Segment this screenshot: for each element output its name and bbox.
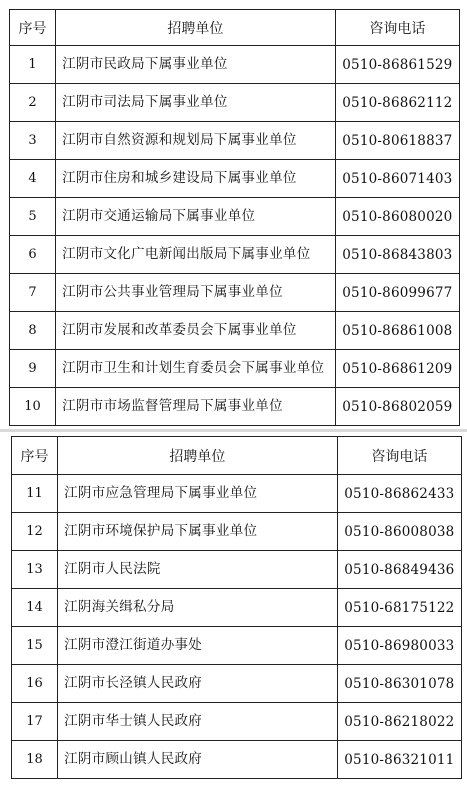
table-body: [12, 475, 462, 779]
unit-cell: 江阴市华士镇人民政府: [58, 703, 338, 741]
table-row: [12, 627, 462, 665]
table-row: [10, 236, 460, 274]
seq-cell: 7: [10, 274, 56, 312]
unit-cell: 江阴市卫生和计划生育委员会下属事业单位: [56, 350, 336, 388]
seq-cell: 10: [10, 388, 56, 426]
table-row: [12, 475, 462, 513]
recruitment-table-part-2: [11, 436, 462, 779]
table-row: [10, 388, 460, 426]
phone-cell: 0510-68175122: [337, 589, 461, 627]
table-row: [10, 84, 460, 122]
phone-cell: 0510-86099677: [335, 274, 459, 312]
seq-cell: 17: [12, 703, 58, 741]
unit-cell: 江阴市公共事业管理局下属事业单位: [56, 274, 336, 312]
phone-cell: 0510-86008038: [337, 513, 461, 551]
unit-cell: 江阴市自然资源和规划局下属事业单位: [56, 122, 336, 160]
table-row: [10, 122, 460, 160]
unit-cell: 江阴市交通运输局下属事业单位: [56, 198, 336, 236]
recruitment-table-part-1: [9, 9, 460, 426]
unit-cell: 江阴市发展和改革委员会下属事业单位: [56, 312, 336, 350]
phone-cell: 0510-86861209: [335, 350, 459, 388]
table-row: [12, 513, 462, 551]
unit-cell: 江阴市市场监督管理局下属事业单位: [56, 388, 336, 426]
header-unit: 招聘单位: [56, 10, 336, 46]
header-phone: 咨询电话: [335, 10, 459, 46]
seq-cell: 18: [12, 741, 58, 779]
phone-cell: 0510-86080020: [335, 198, 459, 236]
header-unit: 招聘单位: [58, 437, 338, 475]
unit-cell: 江阴市司法局下属事业单位: [56, 84, 336, 122]
phone-cell: 0510-86218022: [337, 703, 461, 741]
seq-cell: 9: [10, 350, 56, 388]
seq-cell: 5: [10, 198, 56, 236]
table-row: [10, 198, 460, 236]
seq-cell: 14: [12, 589, 58, 627]
header-seq: 序号: [12, 437, 58, 475]
header-seq: 序号: [10, 10, 56, 46]
seq-cell: 11: [12, 475, 58, 513]
table-row: [10, 46, 460, 84]
seq-cell: 15: [12, 627, 58, 665]
table-header-row: [12, 437, 462, 475]
unit-cell: 江阴市民政局下属事业单位: [56, 46, 336, 84]
seq-cell: 4: [10, 160, 56, 198]
phone-cell: 0510-86802059: [335, 388, 459, 426]
table-row: [12, 741, 462, 779]
table-row: [12, 589, 462, 627]
unit-cell: 江阴市顾山镇人民政府: [58, 741, 338, 779]
unit-cell: 江阴市澄江街道办事处: [58, 627, 338, 665]
seq-cell: 2: [10, 84, 56, 122]
table-row: [10, 274, 460, 312]
table-row: [12, 665, 462, 703]
table-row: [10, 160, 460, 198]
seq-cell: 3: [10, 122, 56, 160]
seq-cell: 6: [10, 236, 56, 274]
phone-cell: 0510-86980033: [337, 627, 461, 665]
unit-cell: 江阴市住房和城乡建设局下属事业单位: [56, 160, 336, 198]
phone-cell: 0510-86849436: [337, 551, 461, 589]
page-divider: [0, 429, 467, 432]
phone-cell: 0510-86321011: [337, 741, 461, 779]
phone-cell: 0510-86301078: [337, 665, 461, 703]
phone-cell: 0510-86861008: [335, 312, 459, 350]
phone-cell: 0510-86862433: [337, 475, 461, 513]
unit-cell: 江阴市长泾镇人民政府: [58, 665, 338, 703]
unit-cell: 江阴市应急管理局下属事业单位: [58, 475, 338, 513]
seq-cell: 13: [12, 551, 58, 589]
table-row: [10, 312, 460, 350]
header-phone: 咨询电话: [337, 437, 461, 475]
unit-cell: 江阴市人民法院: [58, 551, 338, 589]
phone-cell: 0510-86071403: [335, 160, 459, 198]
seq-cell: 12: [12, 513, 58, 551]
unit-cell: 江阴海关缉私分局: [58, 589, 338, 627]
table-row: [10, 350, 460, 388]
table-row: [12, 551, 462, 589]
table-header-row: [10, 10, 460, 46]
table-body: [10, 46, 460, 426]
seq-cell: 1: [10, 46, 56, 84]
table-row: [12, 703, 462, 741]
unit-cell: 江阴市文化广电新闻出版局下属事业单位: [56, 236, 336, 274]
seq-cell: 16: [12, 665, 58, 703]
phone-cell: 0510-86843803: [335, 236, 459, 274]
phone-cell: 0510-86861529: [335, 46, 459, 84]
seq-cell: 8: [10, 312, 56, 350]
phone-cell: 0510-80618837: [335, 122, 459, 160]
unit-cell: 江阴市环境保护局下属事业单位: [58, 513, 338, 551]
phone-cell: 0510-86862112: [335, 84, 459, 122]
